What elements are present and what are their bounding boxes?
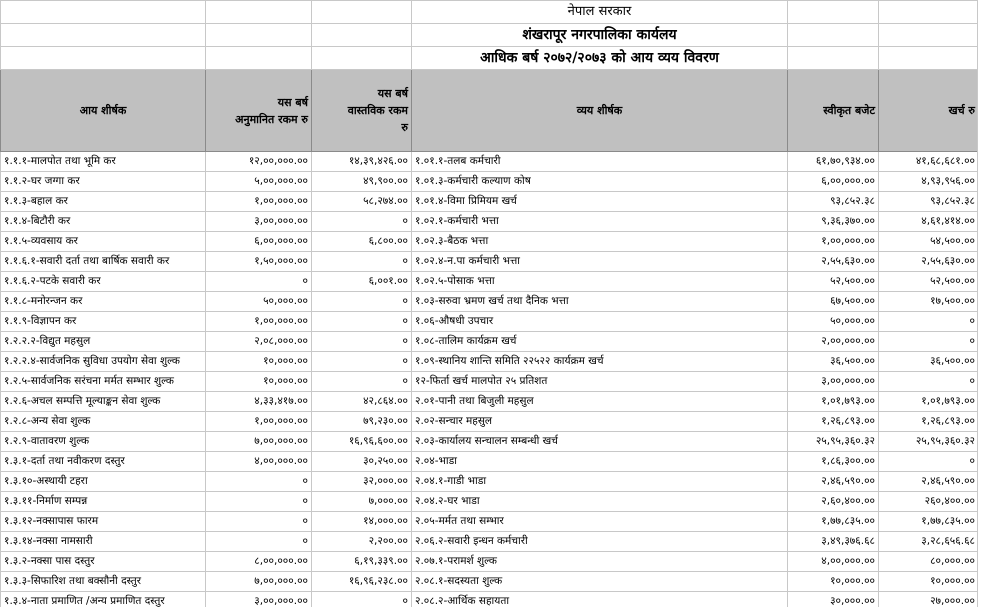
income-cell[interactable]: १.३.११-निर्माण सम्पन्न — [1, 492, 206, 512]
actual-cell[interactable]: ३०,२५०.०० — [312, 452, 412, 472]
expense-cell[interactable]: १.०२.३-बैठक भत्ता — [412, 232, 788, 252]
cell[interactable] — [206, 1, 312, 24]
estimated-cell[interactable]: ५०,०००.०० — [206, 292, 312, 312]
table-row — [1, 572, 979, 592]
estimated-cell[interactable]: १,००,०००.०० — [206, 192, 312, 212]
header-estimated-line1: यस बर्ष — [277, 95, 308, 109]
spent-cell[interactable]: २६०,४००.०० — [879, 492, 979, 512]
data-rows — [1, 152, 979, 607]
actual-cell[interactable]: १४,३९,४२६.०० — [312, 152, 412, 172]
income-cell[interactable]: १.१.४-बिटौरी कर — [1, 212, 206, 232]
estimated-cell[interactable]: ० — [206, 492, 312, 512]
estimated-cell[interactable]: १,५०,०००.०० — [206, 252, 312, 272]
table-row — [1, 452, 979, 472]
spent-cell[interactable]: ५२,५००.०० — [879, 272, 979, 292]
income-cell[interactable]: १.३.१४-नक्सा नामसारी — [1, 532, 206, 552]
table-row — [1, 232, 979, 252]
header-income-title[interactable]: आय शीर्षक — [1, 70, 206, 152]
expense-cell[interactable]: १.०१.३-कर्मचारी कल्याण कोष — [412, 172, 788, 192]
estimated-cell[interactable]: ४,००,०००.०० — [206, 452, 312, 472]
expense-cell[interactable]: १.०२.४-न.पा कर्मचारी भत्ता — [412, 252, 788, 272]
estimated-cell[interactable]: १०,०००.०० — [206, 352, 312, 372]
estimated-cell[interactable]: ५,००,०००.०० — [206, 172, 312, 192]
table-row — [1, 552, 979, 572]
spent-cell[interactable]: ५४,५००.०० — [879, 232, 979, 252]
actual-cell[interactable]: १६,९६,६००.०० — [312, 432, 412, 452]
table-row — [1, 392, 979, 412]
budget-cell[interactable]: १,०१,७९३.०० — [788, 392, 879, 412]
table-row — [1, 312, 979, 332]
income-cell[interactable]: १.१.६.२-पटके सवारी कर — [1, 272, 206, 292]
budget-cell[interactable]: ४,००,०००.०० — [788, 552, 879, 572]
cell[interactable] — [206, 24, 312, 47]
table-row — [1, 152, 979, 172]
budget-cell[interactable]: १,२६,८९३.०० — [788, 412, 879, 432]
expense-cell[interactable]: १२-फिर्ता खर्च मालपोत २५ प्रतिशत — [412, 372, 788, 392]
expense-cell[interactable]: २.०७.१-परामर्श शुल्क — [412, 552, 788, 572]
spent-cell[interactable]: १०,०००.०० — [879, 572, 979, 592]
estimated-cell[interactable]: ० — [206, 472, 312, 492]
actual-cell[interactable]: ६,१९,३३९.०० — [312, 552, 412, 572]
actual-cell[interactable]: ० — [312, 592, 412, 607]
income-cell[interactable]: १.३.२-नक्सा पास दस्तुर — [1, 552, 206, 572]
budget-cell[interactable]: ५२,५००.०० — [788, 272, 879, 292]
table-row — [1, 272, 979, 292]
table-row — [1, 172, 979, 192]
spent-cell[interactable]: ४,६१,४१४.०० — [879, 212, 979, 232]
estimated-cell[interactable]: ० — [206, 272, 312, 292]
actual-cell[interactable]: ० — [312, 372, 412, 392]
table-row — [1, 432, 979, 452]
income-cell[interactable]: १.३.१२-नक्सापास फारम — [1, 512, 206, 532]
expense-cell[interactable]: १.०६-औषधी उपचार — [412, 312, 788, 332]
budget-cell[interactable]: २,४६,५९०.०० — [788, 472, 879, 492]
budget-cell[interactable]: ३,००,०००.०० — [788, 372, 879, 392]
spent-cell[interactable]: १,७७,८३५.०० — [879, 512, 979, 532]
estimated-cell[interactable]: ४,३३,४१७.०० — [206, 392, 312, 412]
estimated-cell[interactable]: १,००,०००.०० — [206, 312, 312, 332]
actual-cell[interactable]: ४२,८६४.०० — [312, 392, 412, 412]
budget-cell[interactable]: ३०,०००.०० — [788, 592, 879, 607]
expense-cell[interactable]: १.०२.५-पोसाक भत्ता — [412, 272, 788, 292]
budget-cell[interactable]: ६७,५००.०० — [788, 292, 879, 312]
table-row — [1, 512, 979, 532]
expense-cell[interactable]: १.०२.१-कर्मचारी भत्ता — [412, 212, 788, 232]
expense-cell[interactable]: २.०२-सन्चार महसुल — [412, 412, 788, 432]
expense-cell[interactable]: २.०३-कार्यालय सन्चालन सम्बन्धी खर्च — [412, 432, 788, 452]
expense-cell[interactable]: २.०८.१-सदस्यता शुल्क — [412, 572, 788, 592]
expense-cell[interactable]: १.०३-सरुवा भ्रमण खर्च तथा दैनिक भत्ता — [412, 292, 788, 312]
header-expense-title[interactable]: व्यय शीर्षक — [412, 70, 788, 152]
spent-cell[interactable]: २७,०००.०० — [879, 592, 979, 607]
income-cell[interactable]: १.१.५-व्यवसाय कर — [1, 232, 206, 252]
actual-cell[interactable]: ५८,२७४.०० — [312, 192, 412, 212]
header-actual[interactable] — [312, 70, 412, 152]
estimated-cell[interactable]: ३,००,०००.०० — [206, 212, 312, 232]
header-estimated[interactable] — [206, 70, 312, 152]
actual-cell[interactable]: ० — [312, 292, 412, 312]
spent-cell[interactable]: ४१,६८,६८१.०० — [879, 152, 979, 172]
estimated-cell[interactable]: ६,००,०००.०० — [206, 232, 312, 252]
table-row — [1, 212, 979, 232]
estimated-cell[interactable]: ३,००,०००.०० — [206, 592, 312, 607]
table-row — [1, 292, 979, 312]
expense-cell[interactable]: १.०१.१-तलब कर्मचारी — [412, 152, 788, 172]
spent-cell[interactable]: १७,५००.०० — [879, 292, 979, 312]
spent-cell[interactable]: ० — [879, 332, 979, 352]
estimated-cell[interactable]: ७,००,०००.०० — [206, 572, 312, 592]
table-row — [1, 532, 979, 552]
actual-cell[interactable]: ० — [312, 312, 412, 332]
income-cell[interactable]: १.१.२-घर जग्गा कर — [1, 172, 206, 192]
cell[interactable] — [312, 1, 412, 24]
estimated-cell[interactable]: ७,००,०००.०० — [206, 432, 312, 452]
budget-cell[interactable]: २,००,०००.०० — [788, 332, 879, 352]
actual-cell[interactable]: ३२,०००.०० — [312, 472, 412, 492]
budget-cell[interactable]: ३,४९,३७६.६८ — [788, 532, 879, 552]
budget-cell[interactable]: ९,३६,३७०.०० — [788, 212, 879, 232]
expense-cell[interactable]: २.०४.२-घर भाडा — [412, 492, 788, 512]
cell[interactable] — [206, 47, 312, 70]
budget-cell[interactable]: १,८६,३००.०० — [788, 452, 879, 472]
spent-cell[interactable]: ८०,०००.०० — [879, 552, 979, 572]
budget-cell[interactable]: २,५५,६३०.०० — [788, 252, 879, 272]
table-row — [1, 192, 979, 212]
income-cell[interactable]: १.१.८-मनोरन्जन कर — [1, 292, 206, 312]
budget-cell[interactable]: २५,९५,३६०.३२ — [788, 432, 879, 452]
spent-cell[interactable]: ४,९३,९५६.०० — [879, 172, 979, 192]
estimated-cell[interactable]: १,००,०००.०० — [206, 412, 312, 432]
cell[interactable] — [1, 24, 206, 47]
budget-cell[interactable]: १०,०००.०० — [788, 572, 879, 592]
income-cell[interactable]: १.२.५-सार्वजनिक सरंचना मर्मत सम्भार शुल्क — [1, 372, 206, 392]
budget-cell[interactable]: ६,००,०००.०० — [788, 172, 879, 192]
actual-cell[interactable]: १४,०००.०० — [312, 512, 412, 532]
expense-cell[interactable]: २.०१-पानी तथा बिजुली महसुल — [412, 392, 788, 412]
income-cell[interactable]: १.२.२.४-सार्वजनिक सुविधा उपयोग सेवा शुल्क — [1, 352, 206, 372]
budget-cell[interactable]: १,००,०००.०० — [788, 232, 879, 252]
table-row — [1, 412, 979, 432]
header-actual-line1: यस बर्ष — [377, 87, 408, 100]
cell[interactable] — [1, 47, 206, 70]
spent-cell[interactable]: १,०१,७९३.०० — [879, 392, 979, 412]
budget-cell[interactable]: १,७७,८३५.०० — [788, 512, 879, 532]
table-row — [1, 472, 979, 492]
expense-cell[interactable]: १.०१.४-विमा प्रिमियम खर्च — [412, 192, 788, 212]
expense-cell[interactable]: २.०४.१-गाडी भाडा — [412, 472, 788, 492]
spent-cell[interactable]: ० — [879, 312, 979, 332]
cell[interactable] — [879, 47, 979, 70]
expense-cell[interactable]: २.०६.२-सवारी इन्धन कर्मचारी — [412, 532, 788, 552]
income-cell[interactable]: १.३.१-दर्ता तथा नवीकरण दस्तुर — [1, 452, 206, 472]
title-line1[interactable]: नेपाल सरकार — [412, 1, 788, 24]
estimated-cell[interactable]: १२,००,०००.०० — [206, 152, 312, 172]
income-cell[interactable]: १.१.६.१-सवारी दर्ता तथा बार्षिक सवारी कर — [1, 252, 206, 272]
budget-cell[interactable]: ५०,०००.०० — [788, 312, 879, 332]
actual-cell[interactable]: २,२००.०० — [312, 532, 412, 552]
cell[interactable] — [1, 1, 206, 24]
expense-cell[interactable]: २.०५-मर्मत तथा सम्भार — [412, 512, 788, 532]
actual-cell[interactable]: ६,००१.०० — [312, 272, 412, 292]
budget-cell[interactable]: ९३,८५२.३८ — [788, 192, 879, 212]
actual-cell[interactable]: ० — [312, 352, 412, 372]
income-cell[interactable]: १.१.९-विज्ञापन कर — [1, 312, 206, 332]
column-edge — [977, 0, 988, 607]
spent-cell[interactable]: २५,९५,३६०.३२ — [879, 432, 979, 452]
actual-cell[interactable]: ० — [312, 332, 412, 352]
title-line3[interactable]: आधिक बर्ष २०७२/२०७३ को आय व्यय विवरण — [412, 47, 788, 70]
table-row — [1, 352, 979, 372]
budget-cell[interactable]: २,६०,४००.०० — [788, 492, 879, 512]
cell[interactable] — [312, 24, 412, 47]
income-cell[interactable]: १.२.९-वातावरण शुल्क — [1, 432, 206, 452]
spent-cell[interactable]: ३,२८,६५६.६८ — [879, 532, 979, 552]
income-cell[interactable]: १.२.८-अन्य सेवा शुल्क — [1, 412, 206, 432]
actual-cell[interactable]: ४९,९००.०० — [312, 172, 412, 192]
table-row — [1, 372, 979, 392]
income-cell[interactable]: १.३.४-नाता प्रमाणित /अन्य प्रमाणित दस्तुर — [1, 592, 206, 607]
budget-cell[interactable]: ३६,५००.०० — [788, 352, 879, 372]
actual-cell[interactable]: ० — [312, 252, 412, 272]
spent-cell[interactable]: २,५५,६३०.०० — [879, 252, 979, 272]
spent-cell[interactable]: १,२६,८९३.०० — [879, 412, 979, 432]
table-row — [1, 332, 979, 352]
cell[interactable] — [788, 1, 879, 24]
actual-cell[interactable]: ० — [312, 212, 412, 232]
actual-cell[interactable]: १६,९६,२३८.०० — [312, 572, 412, 592]
budget-cell[interactable]: ६१,७०,९३४.०० — [788, 152, 879, 172]
actual-cell[interactable]: ७९,२३०.०० — [312, 412, 412, 432]
cell[interactable] — [788, 47, 879, 70]
header-expenditure[interactable]: खर्च रु — [879, 70, 979, 152]
spent-cell[interactable]: ० — [879, 452, 979, 472]
expense-cell[interactable]: १.०८-तालिम कार्यक्रम खर्च — [412, 332, 788, 352]
header-approved-budget[interactable]: स्वीकृत बजेट — [788, 70, 879, 152]
cell[interactable] — [879, 1, 979, 24]
expense-cell[interactable]: २.०८.२-आर्थिक सहायता — [412, 592, 788, 607]
header-actual-line3: रु — [401, 121, 408, 134]
actual-cell[interactable]: ७,०००.०० — [312, 492, 412, 512]
cell[interactable] — [312, 47, 412, 70]
income-cell[interactable]: १.१.३-बहाल कर — [1, 192, 206, 212]
estimated-cell[interactable]: १०,०००.०० — [206, 372, 312, 392]
cell[interactable] — [879, 24, 979, 47]
table-row — [1, 492, 979, 512]
title-line2[interactable]: शंखरापूर नगरपालिका कार्यलय — [412, 24, 788, 47]
estimated-cell[interactable]: ० — [206, 512, 312, 532]
income-cell[interactable]: १.२.६-अचल सम्पत्ति मूल्याङ्कन सेवा शुल्क — [1, 392, 206, 412]
income-cell[interactable]: १.३.१०-अस्थायी टहरा — [1, 472, 206, 492]
cell[interactable] — [788, 24, 879, 47]
income-cell[interactable]: १.१.१-मालपोत तथा भूमि कर — [1, 152, 206, 172]
table-row — [1, 592, 979, 607]
spent-cell[interactable]: ० — [879, 372, 979, 392]
table-row — [1, 252, 979, 272]
expense-cell[interactable]: १.०९-स्थानिय शान्ति समिति २२५२२ कार्यक्रम खर्च — [412, 352, 788, 372]
header-actual-line2: वास्तविक रकम — [347, 104, 408, 117]
income-cell[interactable]: १.२.२.२-विद्युत महसुल — [1, 332, 206, 352]
estimated-cell[interactable]: ८,००,०००.०० — [206, 552, 312, 572]
spent-cell[interactable]: ३६,५००.०० — [879, 352, 979, 372]
estimated-cell[interactable]: २,०८,०००.०० — [206, 332, 312, 352]
spent-cell[interactable]: २,४६,५९०.०० — [879, 472, 979, 492]
spent-cell[interactable]: ९३,८५२.३८ — [879, 192, 979, 212]
expense-cell[interactable]: २.०४-भाडा — [412, 452, 788, 472]
income-cell[interactable]: १.३.३-सिफारिश तथा बक्सौनी दस्तुर — [1, 572, 206, 592]
header-estimated-line2: अनुमानित रकम रु — [235, 112, 308, 126]
estimated-cell[interactable]: ० — [206, 532, 312, 552]
actual-cell[interactable]: ६,८००.०० — [312, 232, 412, 252]
